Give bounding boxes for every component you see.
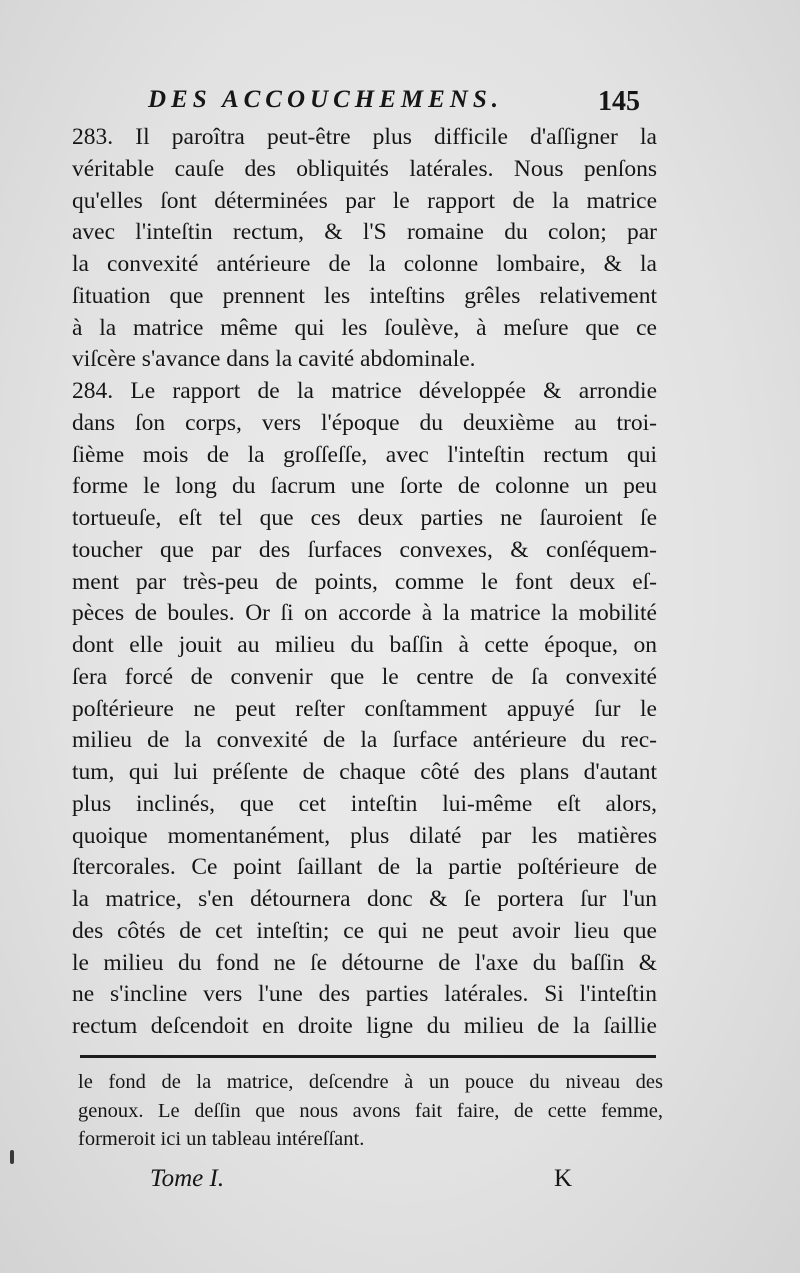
text-line: ſituation que prennent les inteſtins grêles relativement (72, 282, 657, 309)
text-line: plus inclinés, que cet inteſtin lui-même eſt alors, (72, 790, 657, 817)
body-text (72, 122, 657, 1043)
text-line: ne s'incline vers l'une des parties latérales. Si l'inteſtin (72, 981, 657, 1008)
footnote (78, 1068, 663, 1154)
text-line: 283. Il paroîtra peut-être plus difficile d'aſſigner la (72, 124, 657, 150)
text-line: avec l'inteſtin rectum, & l'S romaine du colon; par (72, 219, 657, 246)
text-line: ment par très-peu de points, comme le font deux eſ- (72, 568, 657, 595)
running-title: DES ACCOUCHEMENS. (148, 86, 503, 113)
signature-mark: K (554, 1165, 573, 1192)
text-line: ſième mois de la groſſeſſe, avec l'inteſtin rectum qui (72, 441, 657, 468)
text-line: véritable cauſe des obliquités latérales. Nous penſons (72, 155, 657, 182)
text-line: la matrice, s'en détournera donc & ſe portera ſur l'un (72, 886, 657, 912)
text-line: qu'elles ſont déterminées par le rapport de la matrice (72, 187, 657, 214)
text-line: à la matrice même qui les ſoulève, à meſure que ce (72, 314, 657, 341)
text-line: ſera forcé de convenir que le centre de ſa convexité (72, 663, 657, 690)
text-line: forme le long du ſacrum une ſorte de colonne un peu (72, 473, 657, 500)
footnote-line: le fond de la matrice, deſcendre à un pouce du niveau des (78, 1071, 663, 1093)
volume-label: Tome I. (150, 1165, 225, 1192)
footnote-line: formeroit ici un tableau intéreſſant. (78, 1128, 365, 1150)
ink-speck (10, 1150, 14, 1164)
text-line: rectum deſcendoit en droite ligne du milieu de la ſaillie (72, 1013, 657, 1039)
text-line: tum, qui lui préſente de chaque côté des plans d'autant (72, 759, 657, 785)
page-number: 145 (598, 86, 640, 117)
footnote-rule (80, 1055, 656, 1058)
text-line: des côtés de cet inteſtin; ce qui ne peut avoir lieu que (72, 917, 657, 944)
text-line: poſtérieure ne peut reſter conſtamment appuyé ſur le (72, 695, 657, 722)
text-line: viſcère s'avance dans la cavité abdominale. (72, 346, 476, 373)
text-line: la convexité antérieure de la colonne lombaire, & la (72, 251, 657, 277)
text-line: dans ſon corps, vers l'époque du deuxième au troi- (72, 409, 657, 436)
text-line: dont elle jouit au milieu du baſſin à cette époque, on (72, 632, 657, 658)
text-line: tortueuſe, eſt tel que ces deux parties ne ſauroient ſe (72, 505, 657, 531)
page-footer (150, 1165, 590, 1201)
text-line: le milieu du fond ne ſe détourne de l'axe du baſſin & (72, 949, 657, 976)
footnote-line: genoux. Le deſſin que nous avons fait faire, de cette femme, (78, 1099, 663, 1122)
text-line: 284. Le rapport de la matrice développée & arrondie (72, 378, 657, 404)
text-line: toucher que par des ſurfaces convexes, & conſéquem- (72, 536, 657, 563)
text-line: ſtercorales. Ce point ſaillant de la partie poſtérieure de (72, 854, 657, 881)
text-line: quoique momentanément, plus dilaté par les matières (72, 822, 657, 849)
text-line: milieu de la convexité de la ſurface antérieure du rec- (72, 727, 657, 754)
text-line: pèces de boules. Or ſi on accorde à la matrice la mobilité (72, 600, 657, 627)
